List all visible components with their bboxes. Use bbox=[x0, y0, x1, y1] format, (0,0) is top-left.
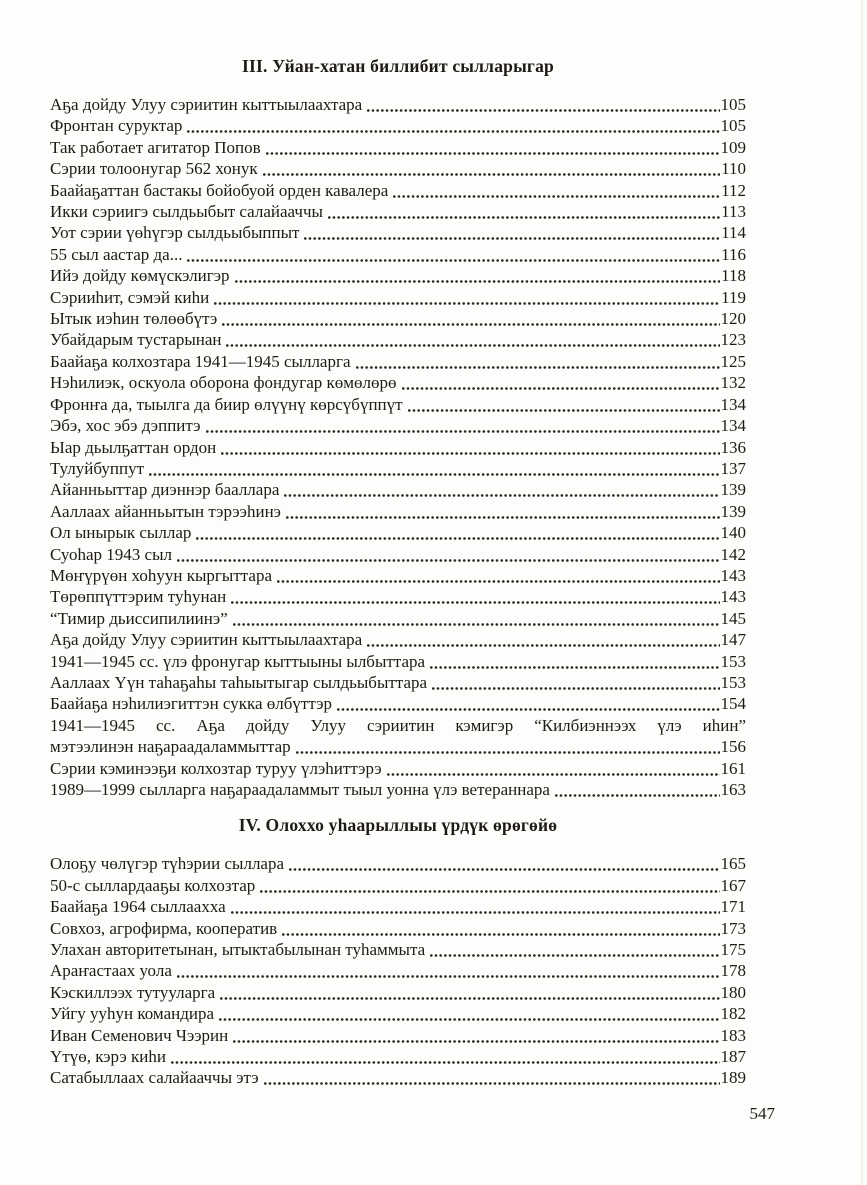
entry-row bbox=[50, 501, 746, 522]
entry-row bbox=[50, 201, 746, 222]
entry-row bbox=[50, 896, 746, 917]
section-entries bbox=[50, 94, 746, 800]
entry-title: Айанньыттар диэннэр бааллара bbox=[50, 480, 280, 500]
entry-page-number: 119 bbox=[721, 287, 746, 307]
entry-page-number: 114 bbox=[721, 223, 746, 243]
toc-entry bbox=[50, 853, 746, 874]
toc-entry bbox=[50, 394, 746, 415]
entry-row bbox=[50, 329, 746, 350]
entry-row bbox=[50, 1003, 746, 1024]
entry-page-number: 125 bbox=[720, 351, 746, 371]
entry-title: Улахан авторитетынан, ытыктабылынан туһаммыта bbox=[50, 940, 426, 960]
entry-page-number: 136 bbox=[720, 437, 746, 457]
entry-title: Сатабыллаах салайааччы этэ bbox=[50, 1068, 259, 1088]
toc-entry bbox=[50, 137, 746, 158]
toc-entry bbox=[50, 693, 746, 714]
entry-title: Совхоз, агрофирма, кооператив bbox=[50, 918, 278, 938]
entry-title: Фронтан суруктар bbox=[50, 116, 183, 136]
entry-page-number: 143 bbox=[720, 565, 746, 585]
entry-row bbox=[50, 565, 746, 586]
entry-row bbox=[50, 115, 746, 136]
entry-page-number: 153 bbox=[720, 651, 746, 671]
entry-row bbox=[50, 458, 746, 479]
entry-title: Фронҥа да, тыылга да биир өлүүнү көрсүбүппүт bbox=[50, 394, 403, 414]
entry-page-number: 147 bbox=[720, 630, 746, 650]
toc-entry bbox=[50, 715, 746, 758]
entry-page-number: 143 bbox=[720, 587, 746, 607]
entry-page-number: 180 bbox=[720, 982, 746, 1002]
toc-entry bbox=[50, 629, 746, 650]
entry-row bbox=[50, 918, 746, 939]
toc-entry bbox=[50, 918, 746, 939]
toc-entry bbox=[50, 608, 746, 629]
entry-title: 1989—1999 сылларга наҕараадаламмыт тыыл уонна үлэ ветераннара bbox=[50, 780, 550, 799]
entry-page-number: 113 bbox=[721, 202, 746, 222]
entry-row bbox=[50, 693, 746, 714]
toc-entry bbox=[50, 501, 746, 522]
entry-title: Баайаҕа нэһилиэгиттэн сукка өлбүттэр bbox=[50, 694, 333, 714]
entry-row bbox=[50, 779, 746, 800]
entry-title: 50-с сыллардааҕы колхозтар bbox=[50, 875, 256, 895]
entry-title: Сэрии кэминээҕи колхозтар туруу үлэһиттэрэ bbox=[50, 758, 382, 778]
entry-row bbox=[50, 629, 746, 650]
entry-title: Икки сэриигэ сылдьыбыт салайааччы bbox=[50, 202, 323, 222]
entry-title: Мөҥүрүөн хоһуун кыргыттара bbox=[50, 565, 272, 585]
entry-page-number: 140 bbox=[720, 523, 746, 543]
entry-row bbox=[50, 394, 746, 415]
entry-title: 55 сыл аастар да... bbox=[50, 244, 183, 264]
toc-entry bbox=[50, 586, 746, 607]
entry-page-number: 183 bbox=[720, 1025, 746, 1045]
entry-page-number: 175 bbox=[720, 940, 746, 960]
toc-entry bbox=[50, 437, 746, 458]
entry-page-number: 105 bbox=[720, 116, 746, 136]
entry-title: Сэрииһит, сэмэй киһи bbox=[50, 287, 210, 307]
entry-row bbox=[50, 137, 746, 158]
toc-entry bbox=[50, 458, 746, 479]
entry-page-number: 154 bbox=[720, 694, 746, 714]
entry-row bbox=[50, 437, 746, 458]
entry-title: мэтээлинэн наҕараадаламмыттар bbox=[50, 737, 291, 757]
entry-row bbox=[50, 853, 746, 874]
entry-row bbox=[50, 939, 746, 960]
entry-title: Эбэ, хос эбэ дэппитэ bbox=[50, 416, 201, 436]
entry-page-number: 118 bbox=[721, 266, 746, 286]
entry-row bbox=[50, 875, 746, 896]
toc-entry bbox=[50, 201, 746, 222]
entry-page-number: 139 bbox=[720, 480, 746, 500]
entry-row bbox=[50, 651, 746, 672]
entry-page-number: 120 bbox=[720, 309, 746, 329]
toc-entry bbox=[50, 758, 746, 779]
entry-title: Убайдарым тустарынан bbox=[50, 330, 222, 350]
entry-row bbox=[50, 982, 746, 1003]
entry-row bbox=[50, 94, 746, 115]
toc-entry bbox=[50, 1003, 746, 1024]
toc-entry bbox=[50, 651, 746, 672]
entry-row bbox=[50, 1067, 746, 1088]
toc-entry bbox=[50, 287, 746, 308]
entry-title: Араҥастаах уола bbox=[50, 961, 172, 981]
section-heading: IV. Олоххо уһаарыллыы үрдүк өрөгөйө bbox=[238, 815, 558, 836]
entry-row bbox=[50, 672, 746, 693]
entry-row bbox=[50, 265, 746, 286]
entry-row bbox=[50, 158, 746, 179]
entry-row bbox=[50, 372, 746, 393]
folio-number: 547 bbox=[749, 1103, 775, 1123]
entry-title: Уот сэрии үөһүгэр сылдьыбыппыт bbox=[50, 223, 300, 243]
toc-entry bbox=[50, 896, 746, 917]
toc-entry bbox=[50, 1025, 746, 1046]
toc-entry bbox=[50, 372, 746, 393]
entry-row bbox=[50, 544, 746, 565]
toc-entry bbox=[50, 94, 746, 115]
entry-page-number: 139 bbox=[720, 501, 746, 521]
entry-title: “Тимир дьиссипилиинэ” bbox=[50, 608, 228, 628]
entry-title: Сэрии толоонугар 562 хонук bbox=[50, 159, 258, 179]
entry-title: Ыар дьылҕаттан ордон bbox=[50, 437, 217, 457]
entry-row bbox=[50, 222, 746, 243]
entry-title: Ааллаах Үүн таһаҕаһы таһыытыгар сылдьыбыттара bbox=[50, 672, 428, 692]
entry-title: Кэскиллээх тутууларга bbox=[50, 982, 216, 1002]
entry-page-number: 161 bbox=[720, 758, 746, 778]
toc-entry bbox=[50, 565, 746, 586]
entry-title: Нэһилиэк, оскуола оборона фондугар көмөлөрө bbox=[50, 373, 397, 393]
entry-page-number: 171 bbox=[720, 897, 746, 917]
entry-page-number: 134 bbox=[720, 416, 746, 436]
entry-page-number: 163 bbox=[720, 780, 746, 799]
entry-page-number: 132 bbox=[720, 373, 746, 393]
entry-title: Аҕа дойду Улуу сэриитин кыттыылаахтара bbox=[50, 630, 363, 650]
entry-title: Ааллаах айанньытын тэрээһинэ bbox=[50, 501, 281, 521]
entry-row bbox=[50, 1046, 746, 1067]
entry-page-number: 189 bbox=[720, 1068, 746, 1088]
entry-row bbox=[50, 1025, 746, 1046]
entry-page-number: 182 bbox=[720, 1004, 746, 1024]
toc-entry bbox=[50, 180, 746, 201]
entry-title: Баайаҕаттан бастакы бойобуой орден кавалера bbox=[50, 180, 389, 200]
entry-title: Төрөппүттэрим туһунан bbox=[50, 587, 227, 607]
entry-title: Тулуйбуппут bbox=[50, 458, 144, 478]
entry-page-number: 173 bbox=[720, 918, 746, 938]
toc-entry bbox=[50, 222, 746, 243]
toc-entry bbox=[50, 672, 746, 693]
entry-page-number: 134 bbox=[720, 394, 746, 414]
entry-row bbox=[50, 608, 746, 629]
toc-entry bbox=[50, 544, 746, 565]
toc-entry bbox=[50, 779, 746, 800]
toc-entry bbox=[50, 982, 746, 1003]
entry-row bbox=[50, 522, 746, 543]
toc-entry bbox=[50, 1046, 746, 1067]
entry-page-number: 167 bbox=[720, 875, 746, 895]
entry-row bbox=[50, 415, 746, 436]
entry-row bbox=[50, 479, 746, 500]
entry-title: Уйгу ууһун командира bbox=[50, 1004, 215, 1024]
entry-page-number: 137 bbox=[720, 458, 746, 478]
section-entries bbox=[50, 853, 746, 1088]
toc-entry bbox=[50, 1067, 746, 1088]
entry-row bbox=[50, 960, 746, 981]
entry-page-number: 153 bbox=[720, 672, 746, 692]
entry-title: Баайаҕа колхозтара 1941—1945 сылларга bbox=[50, 351, 351, 371]
entry-page-number: 109 bbox=[720, 137, 746, 157]
entry-row bbox=[50, 287, 746, 308]
entry-page-number: 187 bbox=[720, 1047, 746, 1067]
entry-title-line1: 1941—1945 сс. Аҕа дойду Улуу сэриитин кэмигэр “Килбиэннээх үлэ иһин” bbox=[50, 715, 746, 735]
toc-entry bbox=[50, 479, 746, 500]
entry-page-number: 110 bbox=[721, 159, 746, 179]
toc-entry bbox=[50, 308, 746, 329]
entry-page-number: 116 bbox=[721, 244, 746, 264]
entry-page-number: 178 bbox=[720, 961, 746, 981]
entry-title: Олоҕу чөлүгэр түһэрии сыллара bbox=[50, 854, 285, 874]
toc-entry bbox=[50, 415, 746, 436]
entry-title: Баайаҕа 1964 сыллаахха bbox=[50, 897, 226, 917]
entry-page-number: 156 bbox=[720, 737, 746, 757]
page-footer bbox=[0, 1103, 867, 1124]
entry-row bbox=[50, 758, 746, 779]
entry-page-number: 112 bbox=[721, 180, 746, 200]
entry-row bbox=[50, 586, 746, 607]
entry-title: Ытык иэһин төлөөбүтэ bbox=[50, 309, 218, 329]
toc-entry bbox=[50, 960, 746, 981]
entry-row bbox=[50, 244, 746, 265]
entry-row bbox=[50, 351, 746, 372]
entry-title: Үтүө, кэрэ киһи bbox=[50, 1047, 166, 1067]
toc-entry bbox=[50, 522, 746, 543]
entry-row bbox=[50, 308, 746, 329]
entry-title: Суоһар 1943 сыл bbox=[50, 544, 172, 564]
entry-title: Так работает агитатор Попов bbox=[50, 137, 261, 157]
entry-page-number: 123 bbox=[720, 330, 746, 350]
entry-row bbox=[50, 736, 746, 757]
entry-title: 1941—1945 сс. үлэ фронугар кыттыыны ылбыттара bbox=[50, 651, 426, 671]
toc-entry bbox=[50, 351, 746, 372]
toc-entry bbox=[50, 244, 746, 265]
toc-entry bbox=[50, 158, 746, 179]
toc-entry bbox=[50, 265, 746, 286]
section-heading: III. Уйан-хатан биллибит сылларыгар bbox=[242, 56, 554, 76]
entry-page-number: 145 bbox=[720, 608, 746, 628]
entry-title: Иван Семенович Чээрин bbox=[50, 1025, 229, 1045]
toc-entry bbox=[50, 115, 746, 136]
entry-title: Ийэ дойду көмүскэлигэр bbox=[50, 266, 230, 286]
toc-entry bbox=[50, 939, 746, 960]
entry-page-number: 105 bbox=[720, 95, 746, 114]
toc-entry bbox=[50, 329, 746, 350]
entry-title: Ол ынырык сыллар bbox=[50, 523, 192, 543]
entry-page-number: 142 bbox=[720, 544, 746, 564]
entry-page-number: 165 bbox=[720, 854, 746, 874]
entry-row bbox=[50, 180, 746, 201]
toc-entry bbox=[50, 875, 746, 896]
entry-title: Аҕа дойду Улуу сэриитин кыттыылаахтара bbox=[50, 95, 363, 114]
